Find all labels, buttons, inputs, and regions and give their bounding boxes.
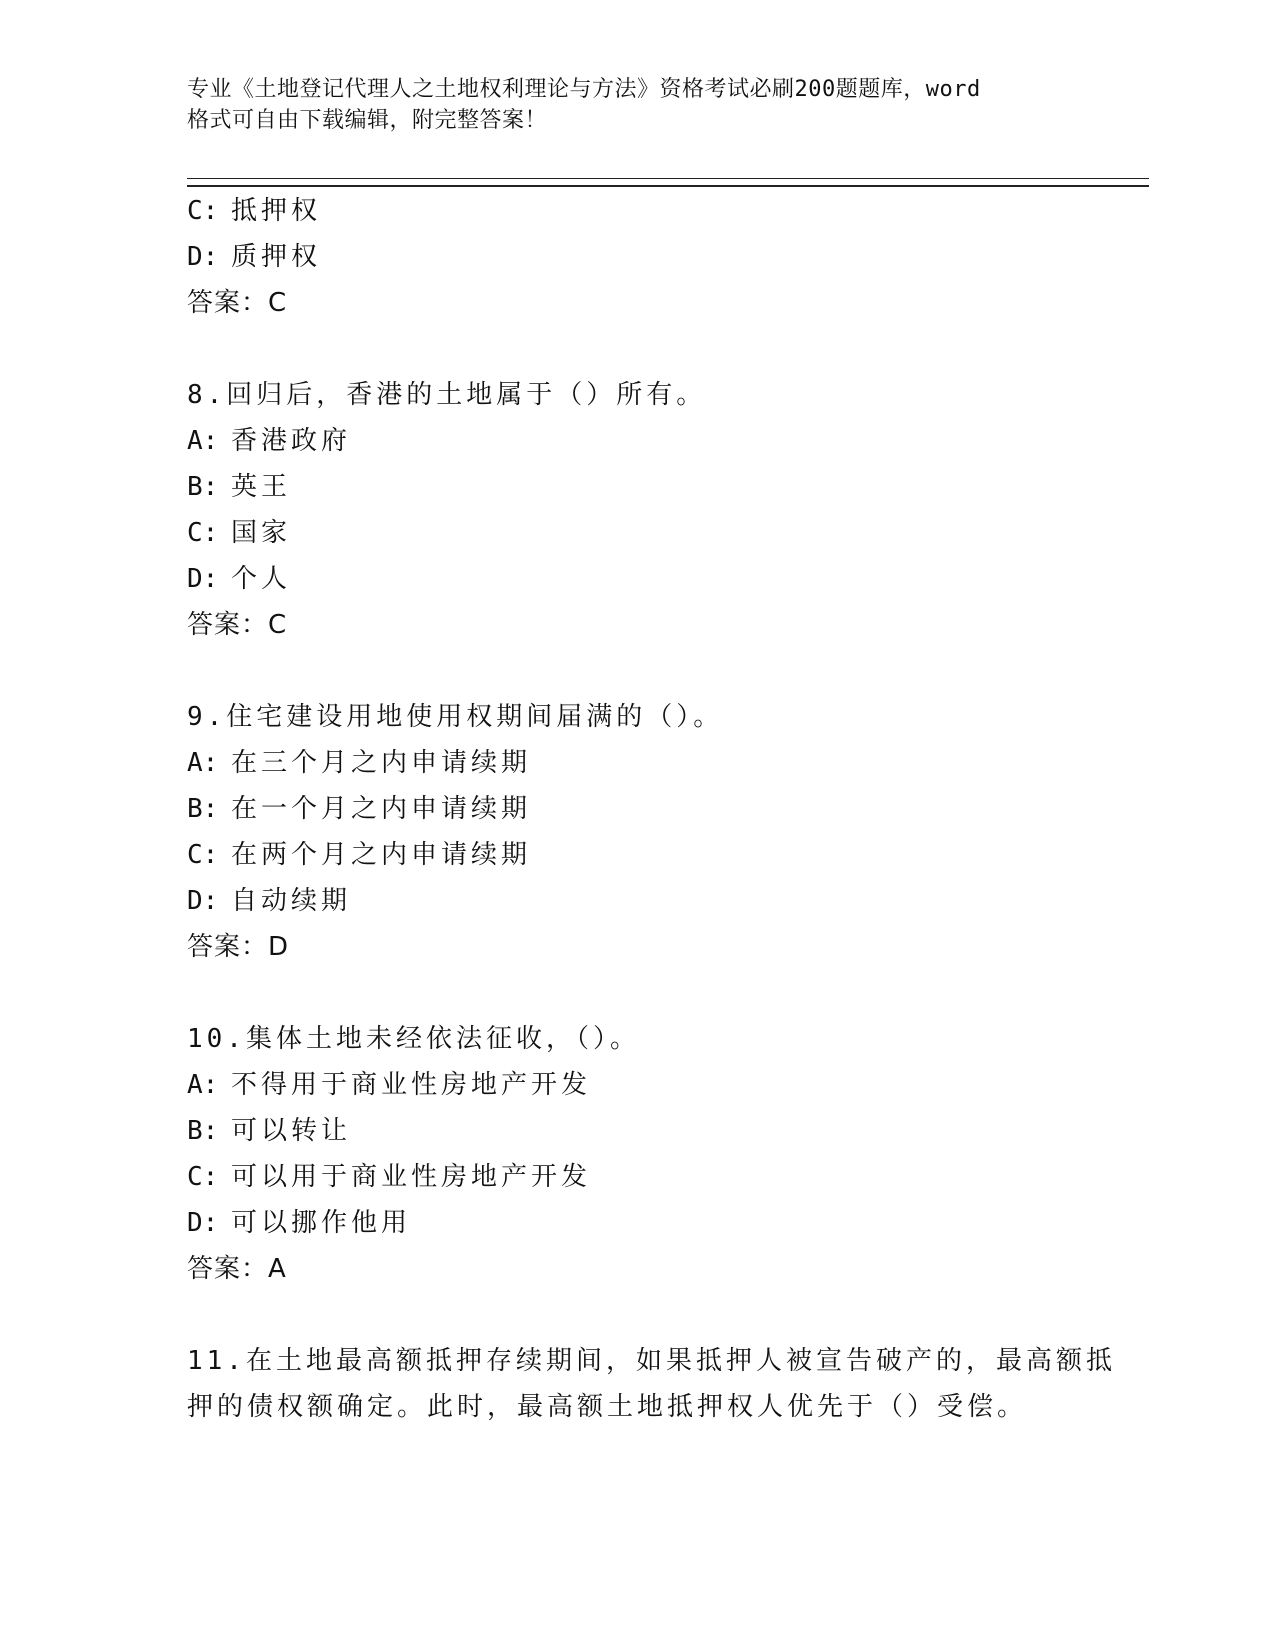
question-11 (187, 1338, 1137, 1430)
question-stem: 10.集体土地未经依法征收，（）。 (187, 1024, 640, 1054)
answer-line: 答案：C (187, 610, 288, 640)
option-text: 可以用于商业性房地产开发 (231, 1162, 592, 1192)
option-letter: C: (187, 1162, 219, 1192)
option-c (187, 510, 1137, 556)
option-b (187, 1108, 1137, 1154)
option-text: 在一个月之内申请续期 (231, 794, 532, 824)
option-text: 自动续期 (231, 886, 352, 916)
question-list (187, 188, 1137, 1430)
header-title-line-1: 专业《土地登记代理人之土地权利理论与方法》资格考试必刷200题题库，word (187, 77, 981, 102)
option-text: 可以挪作他用 (231, 1208, 412, 1238)
option-letter: D: (187, 1208, 219, 1238)
option-a (187, 418, 1137, 464)
option-letter: C: (187, 196, 219, 226)
option-c (187, 832, 1137, 878)
answer-line: 答案：C (187, 288, 288, 318)
header-title-line-2: 格式可自由下载编辑，附完整答案！ (187, 108, 548, 133)
option-d (187, 234, 1137, 280)
option-letter: A: (187, 426, 219, 456)
question-10 (187, 1016, 1137, 1292)
document-page (187, 0, 1147, 1650)
option-d (187, 556, 1137, 602)
option-text: 在两个月之内申请续期 (231, 840, 532, 870)
option-b (187, 786, 1137, 832)
option-letter: C: (187, 518, 219, 548)
option-d (187, 1200, 1137, 1246)
question-9 (187, 694, 1137, 970)
option-c (187, 1154, 1137, 1200)
option-text: 英王 (231, 472, 292, 502)
option-a (187, 740, 1137, 786)
option-text: 质押权 (231, 242, 322, 272)
option-letter: B: (187, 1116, 219, 1146)
option-letter: A: (187, 748, 219, 778)
document-header (187, 74, 1067, 136)
option-letter: D: (187, 564, 219, 594)
option-c (187, 188, 1137, 234)
question-8 (187, 372, 1137, 648)
option-letter: A: (187, 1070, 219, 1100)
option-text: 国家 (231, 518, 292, 548)
option-text: 抵押权 (231, 196, 322, 226)
option-text: 可以转让 (231, 1116, 352, 1146)
option-text: 香港政府 (231, 426, 352, 456)
question-stem-line-1: 11.在土地最高额抵押存续期间，如果抵押人被宣告破产的，最高额抵 (187, 1346, 1116, 1376)
option-d (187, 878, 1137, 924)
option-a (187, 1062, 1137, 1108)
question-stem-line-2: 押的债权额确定。此时，最高额土地抵押权人优先于（）受偿。 (187, 1392, 1028, 1422)
option-letter: D: (187, 886, 219, 916)
option-letter: B: (187, 472, 219, 502)
answer-line: 答案：A (187, 1254, 287, 1284)
option-letter: D: (187, 242, 219, 272)
header-divider (187, 178, 1149, 187)
answer-line: 答案：D (187, 932, 290, 962)
option-text: 不得用于商业性房地产开发 (231, 1070, 592, 1100)
option-b (187, 464, 1137, 510)
option-letter: C: (187, 840, 219, 870)
option-text: 个人 (231, 564, 292, 594)
question-partial (187, 188, 1137, 326)
question-stem: 9.住宅建设用地使用权期间届满的（）。 (187, 702, 724, 732)
option-text: 在三个月之内申请续期 (231, 748, 532, 778)
option-letter: B: (187, 794, 219, 824)
question-stem: 8.回归后，香港的土地属于（）所有。 (187, 380, 707, 410)
